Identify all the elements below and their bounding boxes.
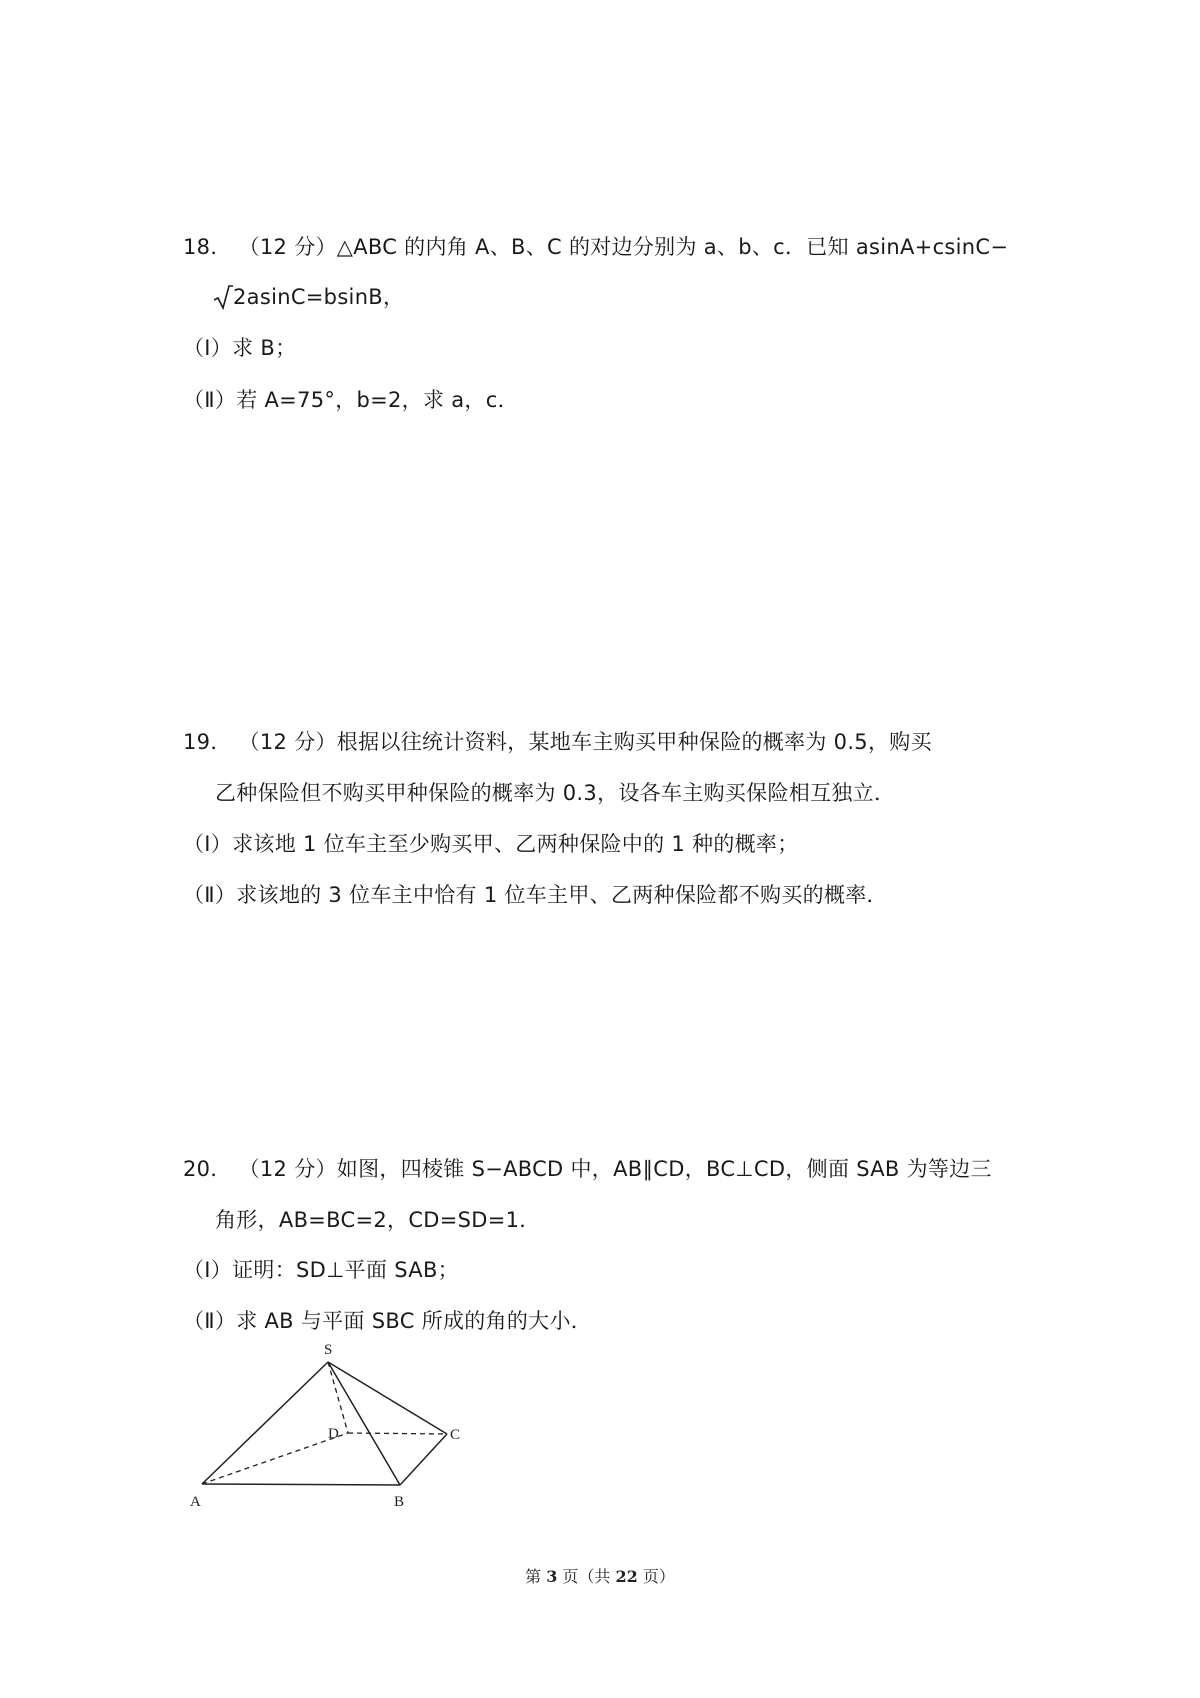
- q19-stem-line1: 19． （12 分）根据以往统计资料，某地车主购买甲种保险的概率为 0.5，购买: [183, 730, 932, 754]
- footer-total-pages: 22: [615, 1567, 638, 1586]
- q20-stem-line2: 角形，AB=BC=2，CD=SD=1．: [215, 1208, 541, 1232]
- q18-stem-rest: asinC=bsinB，: [246, 285, 405, 309]
- footer-suffix: 页）: [637, 1567, 675, 1586]
- vertex-label-A: A: [190, 1494, 201, 1510]
- q18-stem-line2: [213, 282, 404, 312]
- q19-stem-line2: 乙种保险但不购买甲种保险的概率为 0.3，设各车主购买保险相互独立．: [215, 781, 896, 805]
- footer-middle: 页（共: [557, 1567, 616, 1586]
- footer-page-number: 3: [546, 1567, 558, 1586]
- edge-AD: [202, 1433, 348, 1484]
- vertex-label-C: C: [450, 1427, 461, 1443]
- q18-stem-line1: 18． （12 分）△ABC 的内角 A、B、C 的对边分别为 a、b、c．已知 asinA+csinC−: [183, 235, 1009, 259]
- pyramid-figure: [182, 1330, 482, 1524]
- q18-part1: （Ⅰ）求 B；: [183, 336, 297, 360]
- q19-part2: （Ⅱ）求该地的 3 位车主中恰有 1 位车主甲、乙两种保险都不购买的概率．: [183, 883, 888, 907]
- vertex-label-S: S: [324, 1342, 333, 1358]
- edge-SB: [328, 1362, 400, 1485]
- vertex-label-D: D: [328, 1426, 339, 1442]
- edge-SA: [202, 1362, 328, 1484]
- edge-DC: [348, 1433, 447, 1434]
- q20-part1: （Ⅰ）证明：SD⊥平面 SAB；: [183, 1258, 459, 1282]
- q19-part1: （Ⅰ）求该地 1 位车主至少购买甲、乙两种保险中的 1 种的概率；: [183, 832, 799, 856]
- vertex-label-B: B: [394, 1494, 405, 1510]
- edge-AB: [202, 1484, 400, 1485]
- page-footer: [0, 1564, 1200, 1587]
- sqrt-radicand: 2: [233, 285, 247, 309]
- q20-stem-line1: 20． （12 分）如图，四棱锥 S−ABCD 中，AB∥CD，BC⊥CD，侧面 SAB 为等边三: [183, 1157, 992, 1181]
- edge-BC: [400, 1434, 447, 1485]
- footer-prefix: 第: [525, 1567, 547, 1586]
- sqrt-symbol: [213, 282, 233, 312]
- q18-part2: （Ⅱ）若 A=75°，b=2，求 a，c．: [183, 388, 519, 412]
- q20-part2: （Ⅱ）求 AB 与平面 SBC 所成的角的大小．: [183, 1309, 593, 1333]
